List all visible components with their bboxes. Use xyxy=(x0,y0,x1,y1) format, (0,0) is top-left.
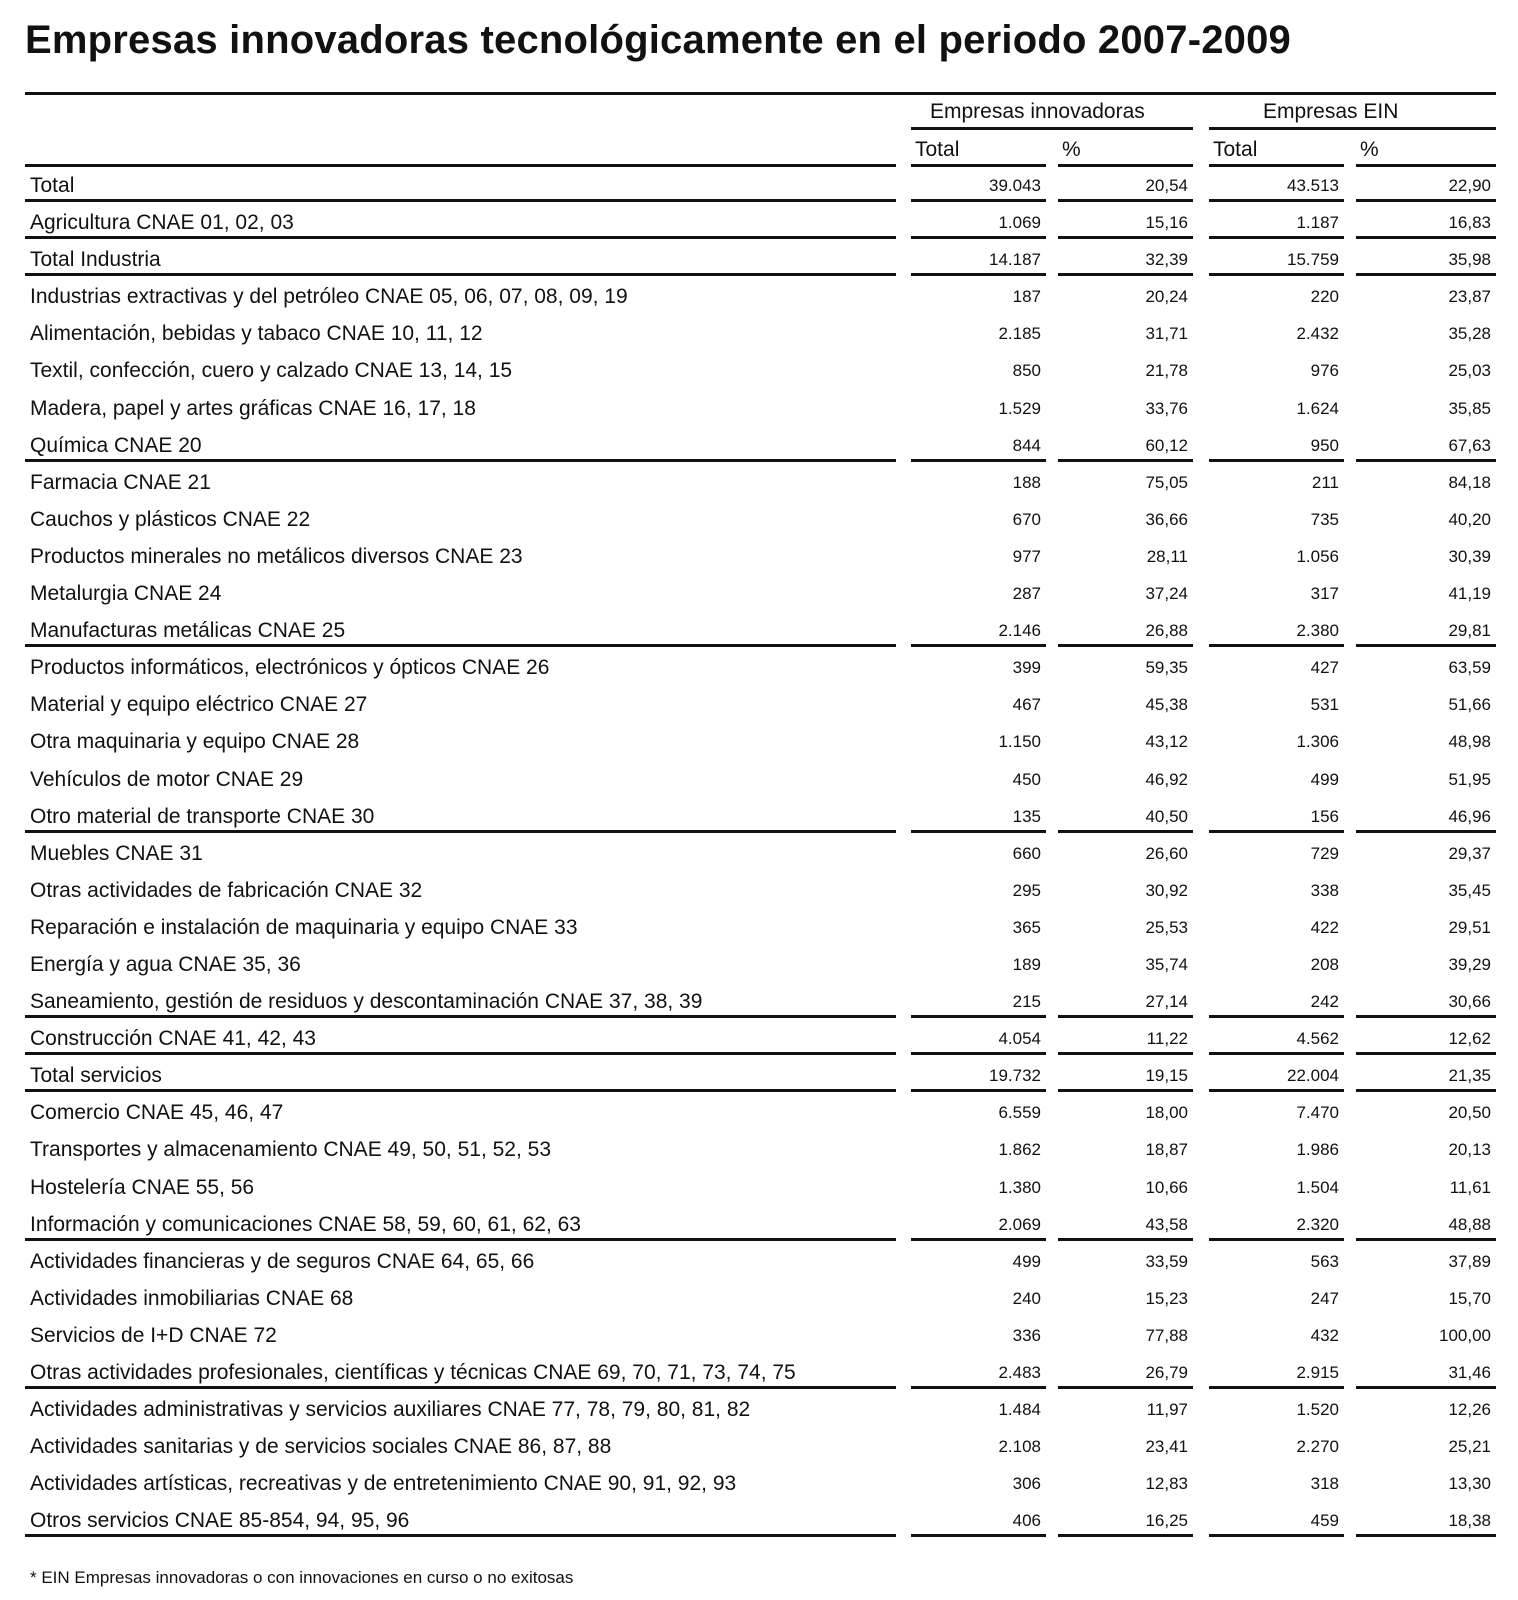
ein-pct: 37,89 xyxy=(1448,1251,1491,1271)
table-row xyxy=(0,687,1518,724)
ein-total: 976 xyxy=(1310,361,1339,381)
innovadoras-pct: 26,60 xyxy=(1145,843,1188,863)
ein-total: 1.624 xyxy=(1296,398,1339,418)
table-row xyxy=(0,724,1518,761)
ein-pct: 30,39 xyxy=(1448,546,1491,566)
ein-pct: 25,03 xyxy=(1448,361,1491,381)
table-row xyxy=(0,984,1518,1021)
row-label: Muebles CNAE 31 xyxy=(30,841,203,865)
table-row xyxy=(0,1095,1518,1132)
table-row xyxy=(0,242,1518,279)
ein-pct: 29,51 xyxy=(1448,917,1491,937)
row-label: Información y comunicaciones CNAE 58, 59, 60, 61, 62, 63 xyxy=(25,1211,896,1241)
innovadoras-total: 135 xyxy=(911,803,1046,833)
ein-pct: 29,81 xyxy=(1356,617,1496,647)
data-table xyxy=(0,168,1518,1540)
ein-pct: 35,28 xyxy=(1448,324,1491,344)
innovadoras-total: 1.484 xyxy=(998,1400,1041,1420)
innovadoras-total: 670 xyxy=(1012,509,1041,529)
row-label: Otro material de transporte CNAE 30 xyxy=(25,803,896,833)
innovadoras-pct: 28,11 xyxy=(1146,546,1188,566)
table-row xyxy=(0,279,1518,316)
table-row xyxy=(0,316,1518,353)
page-title: Empresas innovadoras tecnológicamente en el periodo 2007-2009 xyxy=(25,18,1292,62)
ein-total: 563 xyxy=(1310,1251,1339,1271)
innovadoras-pct: 23,41 xyxy=(1145,1437,1188,1457)
ein-total: 22.004 xyxy=(1209,1062,1344,1092)
innovadoras-pct: 11,97 xyxy=(1146,1400,1188,1420)
table-row xyxy=(0,762,1518,799)
innovadoras-pct: 10,66 xyxy=(1145,1177,1188,1197)
table-row xyxy=(0,502,1518,539)
innovadoras-total: 189 xyxy=(1012,954,1041,974)
innovadoras-pct: 75,05 xyxy=(1145,472,1188,492)
innovadoras-total: 850 xyxy=(1012,361,1041,381)
header-total-2-rule xyxy=(1209,164,1344,167)
ein-pct: 84,18 xyxy=(1448,472,1491,492)
innovadoras-total: 287 xyxy=(1012,584,1041,604)
ein-total: 2.380 xyxy=(1209,617,1344,647)
ein-total: 459 xyxy=(1209,1507,1344,1537)
innovadoras-total: 1.069 xyxy=(911,209,1046,239)
innovadoras-total: 240 xyxy=(1012,1288,1041,1308)
ein-total: 43.513 xyxy=(1209,172,1344,202)
ein-total: 950 xyxy=(1209,432,1344,462)
innovadoras-total: 39.043 xyxy=(911,172,1046,202)
table-row xyxy=(0,1355,1518,1392)
table-row xyxy=(0,836,1518,873)
innovadoras-pct: 25,53 xyxy=(1145,917,1188,937)
table-row xyxy=(0,1392,1518,1429)
ein-total: 1.986 xyxy=(1296,1140,1339,1160)
innovadoras-pct: 15,16 xyxy=(1058,209,1193,239)
ein-total: 2.432 xyxy=(1296,324,1339,344)
row-label: Industrias extractivas y del petróleo CNAE 05, 06, 07, 08, 09, 19 xyxy=(30,285,628,309)
ein-total: 338 xyxy=(1310,880,1339,900)
innovadoras-total: 2.185 xyxy=(998,324,1041,344)
ein-total: 729 xyxy=(1310,843,1339,863)
ein-pct: 35,98 xyxy=(1356,246,1496,276)
row-label: Otras actividades profesionales, científicas y técnicas CNAE 69, 70, 71, 73, 74, 75 xyxy=(25,1359,896,1389)
row-label: Total Industria xyxy=(25,246,896,276)
table-row xyxy=(0,1281,1518,1318)
row-label: Actividades administrativas y servicios auxiliares CNAE 77, 78, 79, 80, 81, 82 xyxy=(30,1398,751,1422)
row-label: Servicios de I+D CNAE 72 xyxy=(30,1323,277,1347)
innovadoras-total: 844 xyxy=(911,432,1046,462)
row-label: Actividades sanitarias y de servicios sociales CNAE 86, 87, 88 xyxy=(30,1435,612,1459)
ein-total: 2.320 xyxy=(1209,1211,1344,1241)
ein-total: 220 xyxy=(1310,287,1339,307)
ein-total: 427 xyxy=(1310,658,1339,678)
row-label: Total servicios xyxy=(25,1062,896,1092)
innovadoras-total: 450 xyxy=(1012,769,1041,789)
ein-total: 531 xyxy=(1310,695,1339,715)
ein-pct: 35,85 xyxy=(1448,398,1491,418)
table-row xyxy=(0,1170,1518,1207)
table-row xyxy=(0,873,1518,910)
footnote: * EIN Empresas innovadoras o con innovaciones en curso o no exitosas xyxy=(30,1568,574,1587)
innovadoras-total: 977 xyxy=(1012,546,1041,566)
row-label: Hostelería CNAE 55, 56 xyxy=(30,1175,255,1199)
ein-pct: 21,35 xyxy=(1356,1062,1496,1092)
table-row xyxy=(0,465,1518,502)
innovadoras-total: 660 xyxy=(1012,843,1041,863)
table-row xyxy=(0,205,1518,242)
ein-total: 1.187 xyxy=(1209,209,1344,239)
ein-total: 432 xyxy=(1310,1325,1339,1345)
innovadoras-pct: 43,12 xyxy=(1145,732,1188,752)
row-label: Energía y agua CNAE 35, 36 xyxy=(30,952,301,976)
ein-pct: 12,26 xyxy=(1448,1400,1491,1420)
table-row xyxy=(0,613,1518,650)
innovadoras-pct: 33,76 xyxy=(1145,398,1188,418)
innovadoras-pct: 32,39 xyxy=(1058,246,1193,276)
row-label: Agricultura CNAE 01, 02, 03 xyxy=(25,209,896,239)
ein-total: 317 xyxy=(1310,584,1339,604)
header-group-innovadoras-rule xyxy=(911,127,1193,130)
innovadoras-total: 336 xyxy=(1012,1325,1041,1345)
table-row xyxy=(0,947,1518,984)
innovadoras-total: 187 xyxy=(1012,287,1041,307)
ein-pct: 40,20 xyxy=(1448,509,1491,529)
table-row xyxy=(0,1058,1518,1095)
ein-pct: 48,98 xyxy=(1448,732,1491,752)
ein-pct: 41,19 xyxy=(1448,584,1491,604)
innovadoras-total: 4.054 xyxy=(911,1025,1046,1055)
header-group-ein: Empresas EIN xyxy=(1263,100,1399,123)
innovadoras-pct: 33,59 xyxy=(1145,1251,1188,1271)
table-row xyxy=(0,1503,1518,1540)
row-label: Otras actividades de fabricación CNAE 32 xyxy=(30,878,423,902)
innovadoras-total: 1.150 xyxy=(998,732,1041,752)
table-row xyxy=(0,168,1518,205)
innovadoras-pct: 21,78 xyxy=(1145,361,1188,381)
innovadoras-total: 295 xyxy=(1012,880,1041,900)
ein-total: 4.562 xyxy=(1209,1025,1344,1055)
header-group-ein-rule xyxy=(1209,127,1496,130)
innovadoras-pct: 18,00 xyxy=(1145,1103,1188,1123)
ein-pct: 15,70 xyxy=(1448,1288,1491,1308)
ein-total: 1.306 xyxy=(1296,732,1339,752)
header-pct-1: % xyxy=(1062,138,1081,161)
innovadoras-total: 2.483 xyxy=(911,1359,1046,1389)
innovadoras-total: 19.732 xyxy=(911,1062,1046,1092)
ein-pct: 51,95 xyxy=(1448,769,1491,789)
header-label-rule xyxy=(25,164,896,167)
table-row xyxy=(0,1132,1518,1169)
header-pct-2-rule xyxy=(1356,164,1496,167)
innovadoras-total: 399 xyxy=(1012,658,1041,678)
ein-pct: 30,66 xyxy=(1356,988,1496,1018)
table-row xyxy=(0,1021,1518,1058)
header-total-2: Total xyxy=(1213,138,1258,161)
innovadoras-pct: 12,83 xyxy=(1145,1474,1188,1494)
row-label: Otra maquinaria y equipo CNAE 28 xyxy=(30,730,360,754)
table-row xyxy=(0,799,1518,836)
ein-total: 422 xyxy=(1310,917,1339,937)
innovadoras-total: 2.108 xyxy=(998,1437,1041,1457)
table-row xyxy=(0,1207,1518,1244)
row-label: Construcción CNAE 41, 42, 43 xyxy=(25,1025,896,1055)
ein-pct: 20,50 xyxy=(1448,1103,1491,1123)
innovadoras-total: 14.187 xyxy=(911,246,1046,276)
ein-total: 318 xyxy=(1310,1474,1339,1494)
innovadoras-pct: 43,58 xyxy=(1058,1211,1193,1241)
innovadoras-total: 215 xyxy=(911,988,1046,1018)
ein-total: 499 xyxy=(1310,769,1339,789)
row-label: Madera, papel y artes gráficas CNAE 16, 17, 18 xyxy=(30,396,476,420)
ein-total: 242 xyxy=(1209,988,1344,1018)
row-label: Actividades financieras y de seguros CNAE 64, 65, 66 xyxy=(30,1249,535,1273)
table-row xyxy=(0,428,1518,465)
ein-total: 15.759 xyxy=(1209,246,1344,276)
table-row xyxy=(0,576,1518,613)
ein-total: 1.504 xyxy=(1296,1177,1339,1197)
ein-pct: 25,21 xyxy=(1448,1437,1491,1457)
innovadoras-pct: 59,35 xyxy=(1145,658,1188,678)
innovadoras-total: 365 xyxy=(1012,917,1041,937)
ein-total: 735 xyxy=(1310,509,1339,529)
table-row xyxy=(0,910,1518,947)
row-label: Textil, confección, cuero y calzado CNAE 13, 14, 15 xyxy=(30,359,513,383)
row-label: Transportes y almacenamiento CNAE 49, 50, 51, 52, 53 xyxy=(30,1138,552,1162)
row-label: Vehículos de motor CNAE 29 xyxy=(30,767,304,791)
ein-pct: 31,46 xyxy=(1356,1359,1496,1389)
row-label: Farmacia CNAE 21 xyxy=(30,470,211,494)
ein-total: 2.270 xyxy=(1296,1437,1339,1457)
innovadoras-pct: 35,74 xyxy=(1145,954,1188,974)
innovadoras-pct: 20,24 xyxy=(1145,287,1188,307)
innovadoras-total: 2.146 xyxy=(911,617,1046,647)
innovadoras-pct: 11,22 xyxy=(1058,1025,1193,1055)
innovadoras-pct: 30,92 xyxy=(1145,880,1188,900)
row-label: Otros servicios CNAE 85-854, 94, 95, 96 xyxy=(25,1507,896,1537)
ein-pct: 23,87 xyxy=(1448,287,1491,307)
ein-pct: 11,61 xyxy=(1449,1177,1491,1197)
ein-total: 156 xyxy=(1209,803,1344,833)
ein-pct: 51,66 xyxy=(1448,695,1491,715)
header-group-innovadoras: Empresas innovadoras xyxy=(930,100,1145,123)
innovadoras-total: 1.862 xyxy=(998,1140,1041,1160)
row-label: Saneamiento, gestión de residuos y descontaminación CNAE 37, 38, 39 xyxy=(25,988,896,1018)
innovadoras-pct: 40,50 xyxy=(1058,803,1193,833)
innovadoras-pct: 77,88 xyxy=(1145,1325,1188,1345)
row-label: Manufacturas metálicas CNAE 25 xyxy=(25,617,896,647)
innovadoras-pct: 19,15 xyxy=(1058,1062,1193,1092)
table-row xyxy=(0,650,1518,687)
ein-pct: 18,38 xyxy=(1356,1507,1496,1537)
innovadoras-pct: 27,14 xyxy=(1058,988,1193,1018)
ein-total: 211 xyxy=(1311,472,1339,492)
table-row xyxy=(0,391,1518,428)
ein-pct: 29,37 xyxy=(1448,843,1491,863)
innovadoras-pct: 15,23 xyxy=(1145,1288,1188,1308)
ein-total: 208 xyxy=(1310,954,1339,974)
row-label: Metalurgia CNAE 24 xyxy=(30,582,222,606)
innovadoras-total: 499 xyxy=(1012,1251,1041,1271)
ein-total: 1.520 xyxy=(1296,1400,1339,1420)
ein-pct: 35,45 xyxy=(1448,880,1491,900)
header-total-1-rule xyxy=(911,164,1046,167)
ein-pct: 67,63 xyxy=(1356,432,1496,462)
ein-pct: 39,29 xyxy=(1448,954,1491,974)
table-row xyxy=(0,353,1518,390)
innovadoras-pct: 26,88 xyxy=(1058,617,1193,647)
innovadoras-total: 1.529 xyxy=(998,398,1041,418)
innovadoras-total: 2.069 xyxy=(911,1211,1046,1241)
row-label: Reparación e instalación de maquinaria y equipo CNAE 33 xyxy=(30,915,578,939)
table-row xyxy=(0,1244,1518,1281)
table-row xyxy=(0,1318,1518,1355)
innovadoras-pct: 45,38 xyxy=(1145,695,1188,715)
row-label: Actividades inmobiliarias CNAE 68 xyxy=(30,1286,354,1310)
ein-total: 7.470 xyxy=(1296,1103,1339,1123)
row-label: Comercio CNAE 45, 46, 47 xyxy=(30,1101,284,1125)
header-total-1: Total xyxy=(915,138,960,161)
innovadoras-pct: 26,79 xyxy=(1058,1359,1193,1389)
table-row xyxy=(0,1429,1518,1466)
innovadoras-total: 188 xyxy=(1012,472,1041,492)
ein-pct: 100,00 xyxy=(1439,1325,1491,1345)
ein-pct: 22,90 xyxy=(1356,172,1496,202)
innovadoras-pct: 31,71 xyxy=(1145,324,1188,344)
row-label: Cauchos y plásticos CNAE 22 xyxy=(30,507,311,531)
innovadoras-pct: 46,92 xyxy=(1145,769,1188,789)
innovadoras-pct: 20,54 xyxy=(1058,172,1193,202)
ein-total: 1.056 xyxy=(1296,546,1339,566)
row-label: Actividades artísticas, recreativas y de entretenimiento CNAE 90, 91, 92, 93 xyxy=(30,1472,737,1496)
ein-pct: 20,13 xyxy=(1448,1140,1491,1160)
row-label: Material y equipo eléctrico CNAE 27 xyxy=(30,693,368,717)
innovadoras-total: 467 xyxy=(1012,695,1041,715)
ein-pct: 12,62 xyxy=(1356,1025,1496,1055)
row-label: Alimentación, bebidas y tabaco CNAE 10, 11, 12 xyxy=(30,322,483,346)
row-label: Química CNAE 20 xyxy=(25,432,896,462)
header-pct-2: % xyxy=(1360,138,1379,161)
innovadoras-pct: 37,24 xyxy=(1145,584,1188,604)
ein-pct: 48,88 xyxy=(1356,1211,1496,1241)
ein-total: 2.915 xyxy=(1209,1359,1344,1389)
row-label: Total xyxy=(25,172,896,202)
top-rule xyxy=(25,92,1496,95)
ein-pct: 46,96 xyxy=(1356,803,1496,833)
ein-pct: 13,30 xyxy=(1448,1474,1491,1494)
ein-pct: 16,83 xyxy=(1356,209,1496,239)
innovadoras-pct: 60,12 xyxy=(1058,432,1193,462)
innovadoras-total: 306 xyxy=(1012,1474,1041,1494)
row-label: Productos informáticos, electrónicos y ópticos CNAE 26 xyxy=(30,656,550,680)
ein-total: 247 xyxy=(1310,1288,1339,1308)
innovadoras-pct: 18,87 xyxy=(1145,1140,1188,1160)
innovadoras-total: 1.380 xyxy=(998,1177,1041,1197)
innovadoras-total: 406 xyxy=(911,1507,1046,1537)
ein-pct: 63,59 xyxy=(1448,658,1491,678)
row-label: Productos minerales no metálicos diversos CNAE 23 xyxy=(30,544,523,568)
table-row xyxy=(0,539,1518,576)
innovadoras-pct: 36,66 xyxy=(1145,509,1188,529)
innovadoras-pct: 16,25 xyxy=(1058,1507,1193,1537)
table-row xyxy=(0,1466,1518,1503)
header-pct-1-rule xyxy=(1058,164,1193,167)
innovadoras-total: 6.559 xyxy=(998,1103,1041,1123)
